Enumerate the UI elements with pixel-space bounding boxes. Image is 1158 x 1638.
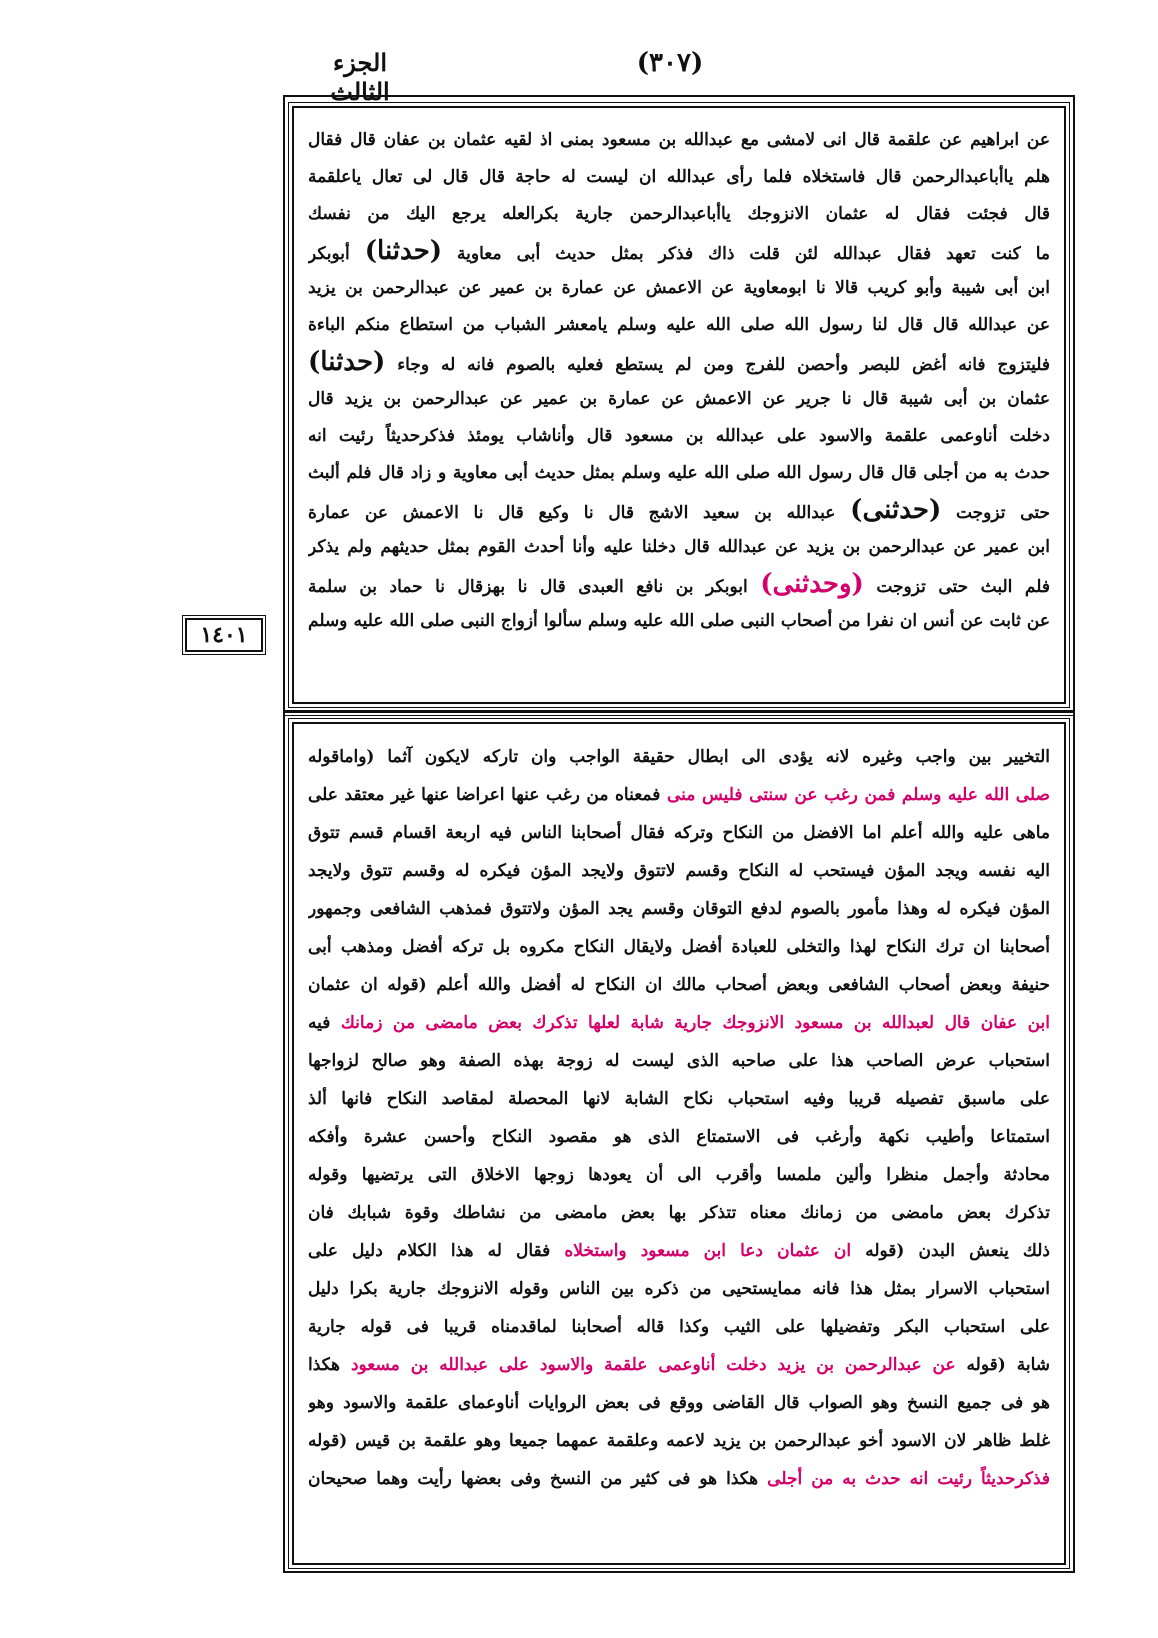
text-run: ذلك ينعش البدن (قوله [851,1241,1050,1261]
sharh-line [308,1194,1050,1232]
text-run: ابن عمير عن عبدالرحمن بن يزيد عن عبدالله قال دخلنا عليه وأنا أحدث القوم بمثل حديثهم ولم يذكر [308,537,1050,557]
panel-divider [283,710,1075,716]
matn-line [308,159,1050,196]
text-run: على استحباب البكر وتفضيلها على الثيب وكذا قاله أصحابنا لماقدمناه قريبا فى قوله جارية [308,1317,1050,1337]
matn-line [308,492,1050,529]
matn-panel [292,106,1066,704]
heading-marker: (وحدثنى) [760,569,864,599]
matn-line [308,529,1050,566]
text-run: على ماسبق تفصيله قريبا وفيه استحباب نكاح الشابة لانها المحصلة لمقاصد النكاح فانها ألذ [308,1089,1050,1109]
sharh-line [308,1232,1050,1270]
text-run: فمعناه من رغب عنها اعراضا عنها غير معتقد على [308,785,667,805]
matn-line [308,603,1050,640]
page-number: (٣٠٧) [636,48,704,78]
sharh-line [308,1042,1050,1080]
highlighted-text: فذكرحديثاً رئيت انه حدث به من أجلى [767,1469,1050,1489]
text-run: اليه نفسه ويجد المؤن فيستحب له النكاح وقسم لاتتوق ولايجد المؤن فيكره له وقسم تتوق ولايجد [308,861,1050,881]
text-run: فقال له هذا الكلام دليل على [308,1241,565,1261]
sharh-line [308,776,1050,814]
matn-line [308,307,1050,344]
text-run: حدث به من أجلى قال قال رسول الله صلى الله عليه وسلم بمثل حديث أبى معاوية و زاد قال فلم ألبث [308,463,1050,483]
sharh-panel [292,722,1066,1565]
text-run: ابن أبى شيبة وأبو كريب قالا نا ابومعاوية عن الاعمش عن عمارة بن عمير عن عبدالرحمن بن يزيد [308,278,1050,298]
heading-marker: (حدثنا) [308,347,386,377]
text-run: استحباب الاسرار بمثل هذا فانه ممايستحيى من ذكره بين الناس وقوله الانزوجك جارية بكرا دليل [308,1279,1050,1299]
text-run: استحباب عرض الصاحب هذا على صاحبه الذى ليست له زوجة بهذه الصفة وهو صالح لزواجها [308,1051,1050,1071]
sharh-line [308,1156,1050,1194]
text-run: هو فى جميع النسخ وهو الصواب قال القاضى ووقع فى بعض الروايات أناوعماى علقمة والاسود وهو [308,1393,1050,1413]
text-run: ابوبكر بن نافع العبدى قال نا بهزقال نا حماد بن سلمة [308,577,761,597]
text-run: هكذا هو فى كثير من النسخ وفى بعضها رأيت وهما صحيحان [308,1469,768,1489]
text-run: أبوبكر [308,244,365,264]
text-run: هكذا [308,1355,351,1375]
text-run: فليتزوج فانه أغض للبصر وأحصن للفرج ومن لم يستطع فعليه بالصوم فانه له وجاء [385,355,1050,375]
text-run: شابة (قوله [955,1355,1050,1375]
text-run: هلم ياأباعبدالرحمن قال فاستخلاه فلما رأى عبدالله ان ليست له حاجة قال قال لى تعال ياعلقمة [308,167,1050,187]
matn-line [308,233,1050,270]
heading-marker: (حدثنى) [850,495,942,525]
sharh-line [308,1080,1050,1118]
matn-line [308,196,1050,233]
text-run: محادثة وأجمل منظرا وألين ملمسا وأقرب الى أن يعودها زوجها الاخلاق التى يرتضيها وقوله [308,1165,1050,1185]
highlighted-text: ان عثمان دعا ابن مسعود واستخلاه [564,1241,852,1261]
text-run: أصحابنا ان ترك النكاح لهذا والتخلى للعبادة أفضل ولايقال النكاح مكروه بل تركه أفضل ومذهب أبى [308,937,1050,957]
text-run: تذكرك بعض مامضى من زمانك معناه تتذكر بها بعض مامضى من نشاطك وقوة شبابك فان [308,1203,1050,1223]
volume-label: الجزء الثالث [330,48,390,106]
text-run: المؤن فيكره له وهذا مأمور بالصوم لدفع التوقان وقسم يجد المؤن ولاتتوق فمذهب الشافعى وجمهور [308,899,1050,919]
text-run: عن ابراهيم عن علقمة قال انى لامشى مع عبدالله بن مسعود بمنى اذ لقيه عثمان بن عفان قال فقال [308,130,1050,150]
highlighted-text: عن عبدالرحمن بن يزيد دخلت أناوعمى علقمة والاسود على عبدالله بن مسعود [350,1355,956,1375]
text-run: ماهى عليه والله أعلم اما الافضل من النكاح وتركه فقال أصحابنا الناس فيه اربعة اقسام قسم تتوق [308,823,1050,843]
sharh-line [308,1308,1050,1346]
sharh-line [308,1384,1050,1422]
matn-line [308,418,1050,455]
sharh-line [308,1346,1050,1384]
text-run: دخلت أناوعمى علقمة والاسود على عبدالله بن مسعود قال وأناشاب يومئذ فذكرحديثاً رئيت انه [308,426,1050,446]
sharh-line [308,1422,1050,1460]
matn-line [308,566,1050,603]
sharh-line [308,1270,1050,1308]
highlighted-text: صلى الله عليه وسلم فمن رغب عن سنتى فليس منى [666,785,1050,805]
sharh-line [308,1004,1050,1042]
matn-line [308,270,1050,307]
text-run: استمتاعا وأطيب نكهة وأرغب فى الاستمتاع الذى هو مقصود النكاح وأحسن عشرة وأفكه [308,1127,1050,1147]
sharh-line [308,852,1050,890]
matn-line [308,122,1050,159]
hadith-number-badge: ١٤٠١ [185,618,263,652]
sharh-line [308,966,1050,1004]
matn-line [308,344,1050,381]
heading-marker: (حدثنا) [364,236,443,266]
text-run: ما كنت تعهد فقال عبدالله لئن قلت ذاك فذكر بمثل حديث أبى معاوية [442,244,1050,264]
sharh-line [308,1118,1050,1156]
text-run: التخيير بين واجب وغيره لانه يؤدى الى ابطال حقيقة الواجب وان تاركه لايكون آثما (واماقوله [308,747,1050,767]
highlighted-text: ابن عفان قال لعبدالله بن مسعود الانزوجك جارية شابة لعلها تذكرك بعض مامضى من زمانك [340,1013,1050,1033]
text-run: قال فجئت فقال له عثمان الانزوجك ياأباعبدالرحمن جارية بكرالعله يرجع اليك من نفسك [308,204,1050,224]
text-run: حنيفة وبعض أصحاب الشافعى وبعض أصحاب مالك ان النكاح له أفضل والله أعلم (قوله ان عثمان [308,975,1050,995]
text-run: غلط ظاهر لان الاسود أخو عبدالرحمن بن يزيد لاعمه وعلقمة عمهما جميعا وهو علقمة بن قيس (قوله [308,1431,1050,1451]
sharh-line [308,814,1050,852]
sharh-line [308,738,1050,776]
sharh-line [308,890,1050,928]
text-run: حتى تزوجت [941,503,1050,523]
text-run: عن عبدالله قال قال لنا رسول الله صلى الله عليه وسلم يامعشر الشباب من استطاع منكم الباءة [308,315,1050,335]
text-run: عثمان بن أبى شيبة قال نا جرير عن الاعمش عن عمارة بن عمير عن عبدالرحمن بن يزيد قال [308,389,1050,409]
matn-line [308,455,1050,492]
sharh-line [308,1460,1050,1498]
text-run: فيه [308,1013,341,1033]
matn-line [308,381,1050,418]
text-run: عن ثابت عن أنس ان نفرا من أصحاب النبى صلى الله عليه وسلم سألوا أزواج النبى صلى الله عليه وسلم [308,611,1050,631]
text-run: عبدالله بن سعيد الاشج قال نا وكيع قال نا الاعمش عن عمارة [308,503,851,523]
text-run: فلم البث حتى تزوجت [863,577,1050,597]
sharh-line [308,928,1050,966]
